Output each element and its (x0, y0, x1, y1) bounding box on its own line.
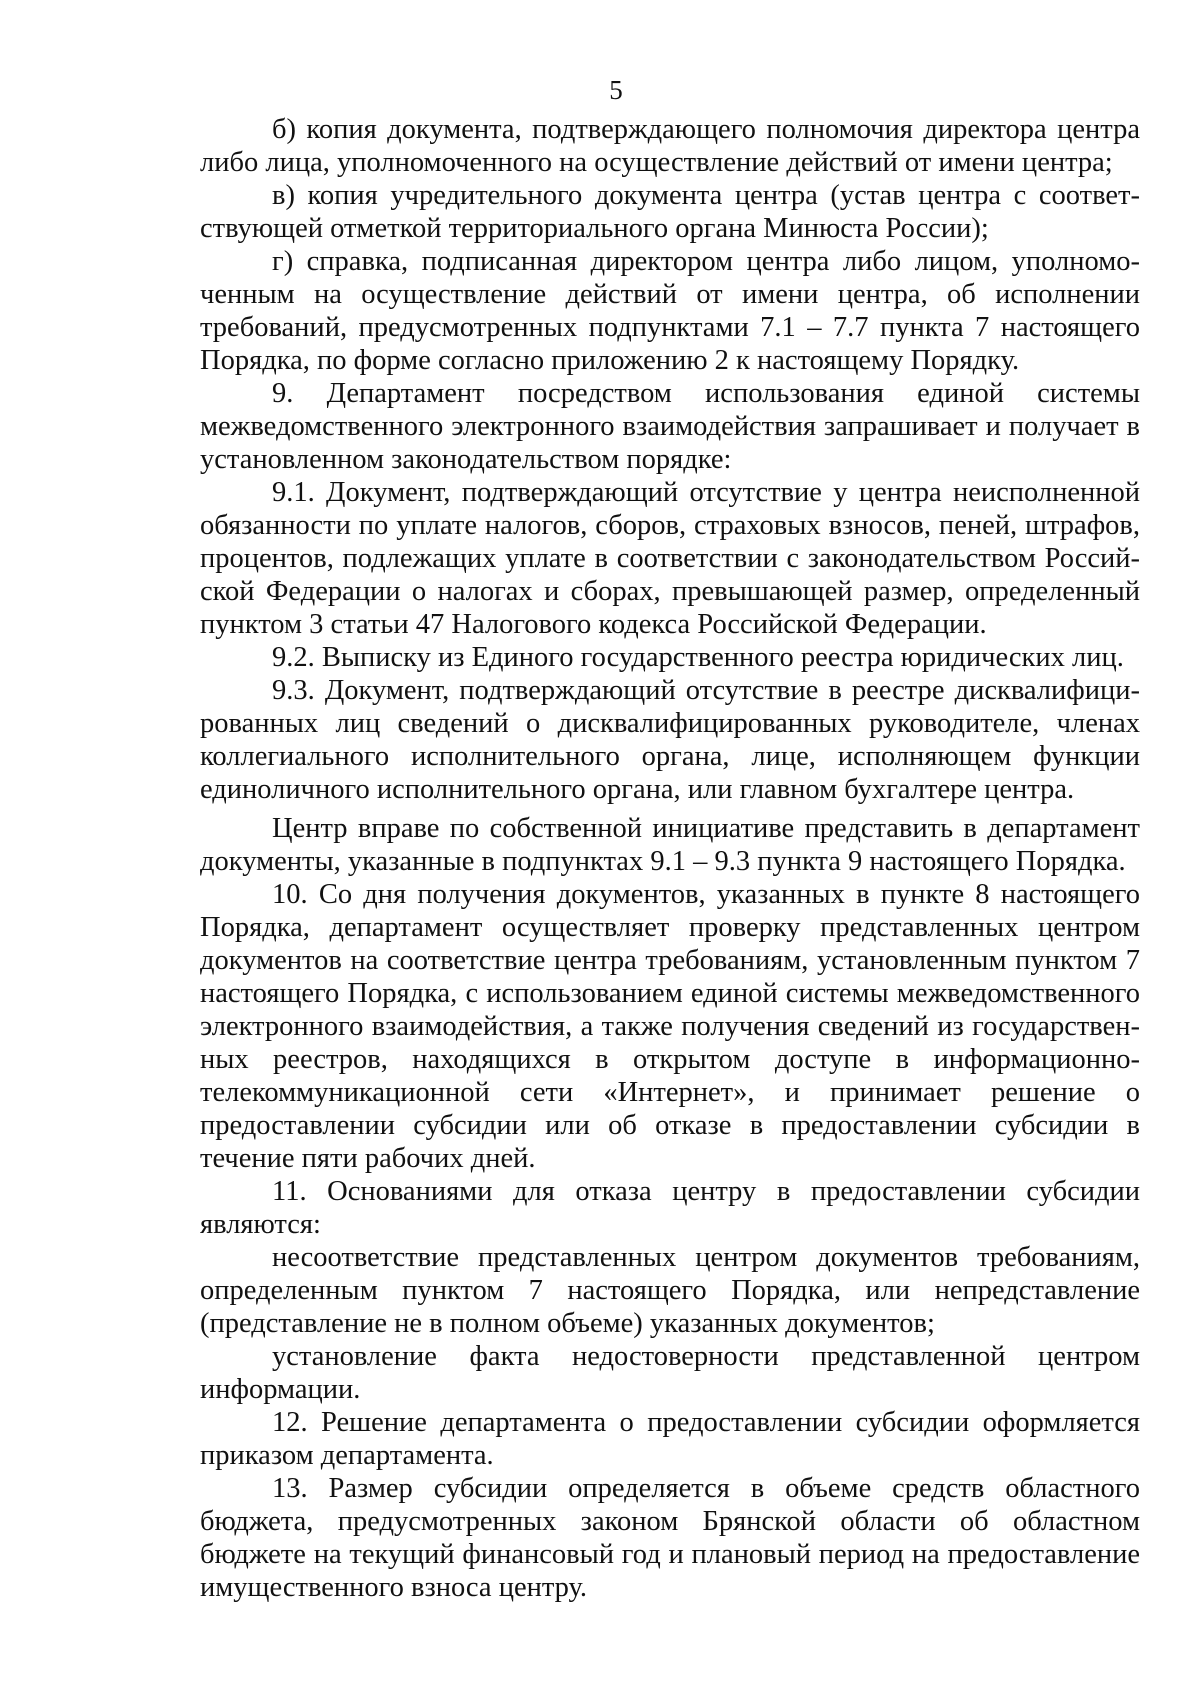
paragraph-9-interagency-request: 9. Департамент посредством использования единой системы межведомственного электронного взаимодействия запрашивает и получает в установленном законодательством порядке: (200, 378, 1140, 475)
paragraph-9-3-disqualification-document: 9.3. Документ, подтверждающий отсутствие в реестре дисквалифицированных лиц сведений о дисквалифицированных руководителе, членах коллегиального исполнительного органа, лице, исполняющем функции единоличного исполнительного органа, или главном бухгалтере центра. (200, 675, 1140, 805)
paragraph-9-1-tax-debt-document: 9.1. Документ, подтверждающий отсутствие у центра неисполненной обязанности по уплате налогов, сборов, страховых взносов, пеней, штрафов, процентов, подлежащих уплате в соответствии с законодательством Российской Федерации о налогах и сборах, превышающей размер, определенный пунктом 3 статьи 47 Налогового кодекса Российской Федерации. (200, 477, 1140, 640)
paragraph-center-own-initiative: Центр вправе по собственной инициативе представить в департамент документы, указанные в подпунктах 9.1 – 9.3 пункта 9 настоящего Порядка. (200, 813, 1140, 877)
paragraph-11-refusal-grounds: 11. Основаниями для отказа центру в предоставлении субсидии являются: (200, 1176, 1140, 1240)
paragraph-12-decision-order: 12. Решение департамента о предоставлении субсидии оформляется приказом департамента. (200, 1407, 1140, 1471)
document-body (200, 113, 1140, 1604)
paragraph-refusal-false-information: установление факта недостоверности представленной центром информации. (200, 1341, 1140, 1405)
paragraph-v-charter-copy: в) копия учредительного документа центра (устав центра с соответствующей отметкой территориального органа Минюста России); (200, 180, 1140, 244)
paragraph-9-2-egrul-extract: 9.2. Выписку из Единого государственного реестра юридических лиц. (272, 642, 1124, 673)
page-number: 5 (609, 75, 623, 105)
paragraph-13-subsidy-amount: 13. Размер субсидии определяется в объеме средств областного бюджета, предусмотренных законом Брянской области об областном бюджете на текущий финансовый год и плановый период на предоставление имущественного взноса центру. (200, 1473, 1140, 1603)
paragraph-refusal-noncompliance: несоответствие представленных центром документов требованиям, определенным пунктом 7 настоящего Порядка, или непредставление (представление не в полном объеме) указанных документов; (200, 1242, 1140, 1339)
paragraph-b-director-authority-copy: б) копия документа, подтверждающего полномочия директора центра либо лица, уполномоченного на осуществление действий от имени центра; (200, 114, 1140, 178)
paragraph-g-compliance-certificate: г) справка, подписанная директором центра либо лицом, уполномоченным на осуществление действий от имени центра, об исполнении требований, предусмотренных подпунктами 7.1 – 7.7 пункта 7 настоящего Порядка, по форме согласно приложению 2 к настоящему Порядку. (200, 246, 1140, 376)
paragraph-10-document-review: 10. Со дня получения документов, указанных в пункте 8 настоящего Порядка, департамент осуществляет проверку представленных центром документов на соответствие центра требованиям, установленным пунктом 7 настоящего Порядка, с использованием единой системы межведомственного электронного взаимодействия, а также получения сведений из государственных реестров, находящихся в открытом доступе в информационно-телекоммуникационной сети «Интернет», и принимает решение о предоставлении субсидии или об отказе в предоставлении субсидии в течение пяти рабочих дней. (200, 879, 1140, 1174)
